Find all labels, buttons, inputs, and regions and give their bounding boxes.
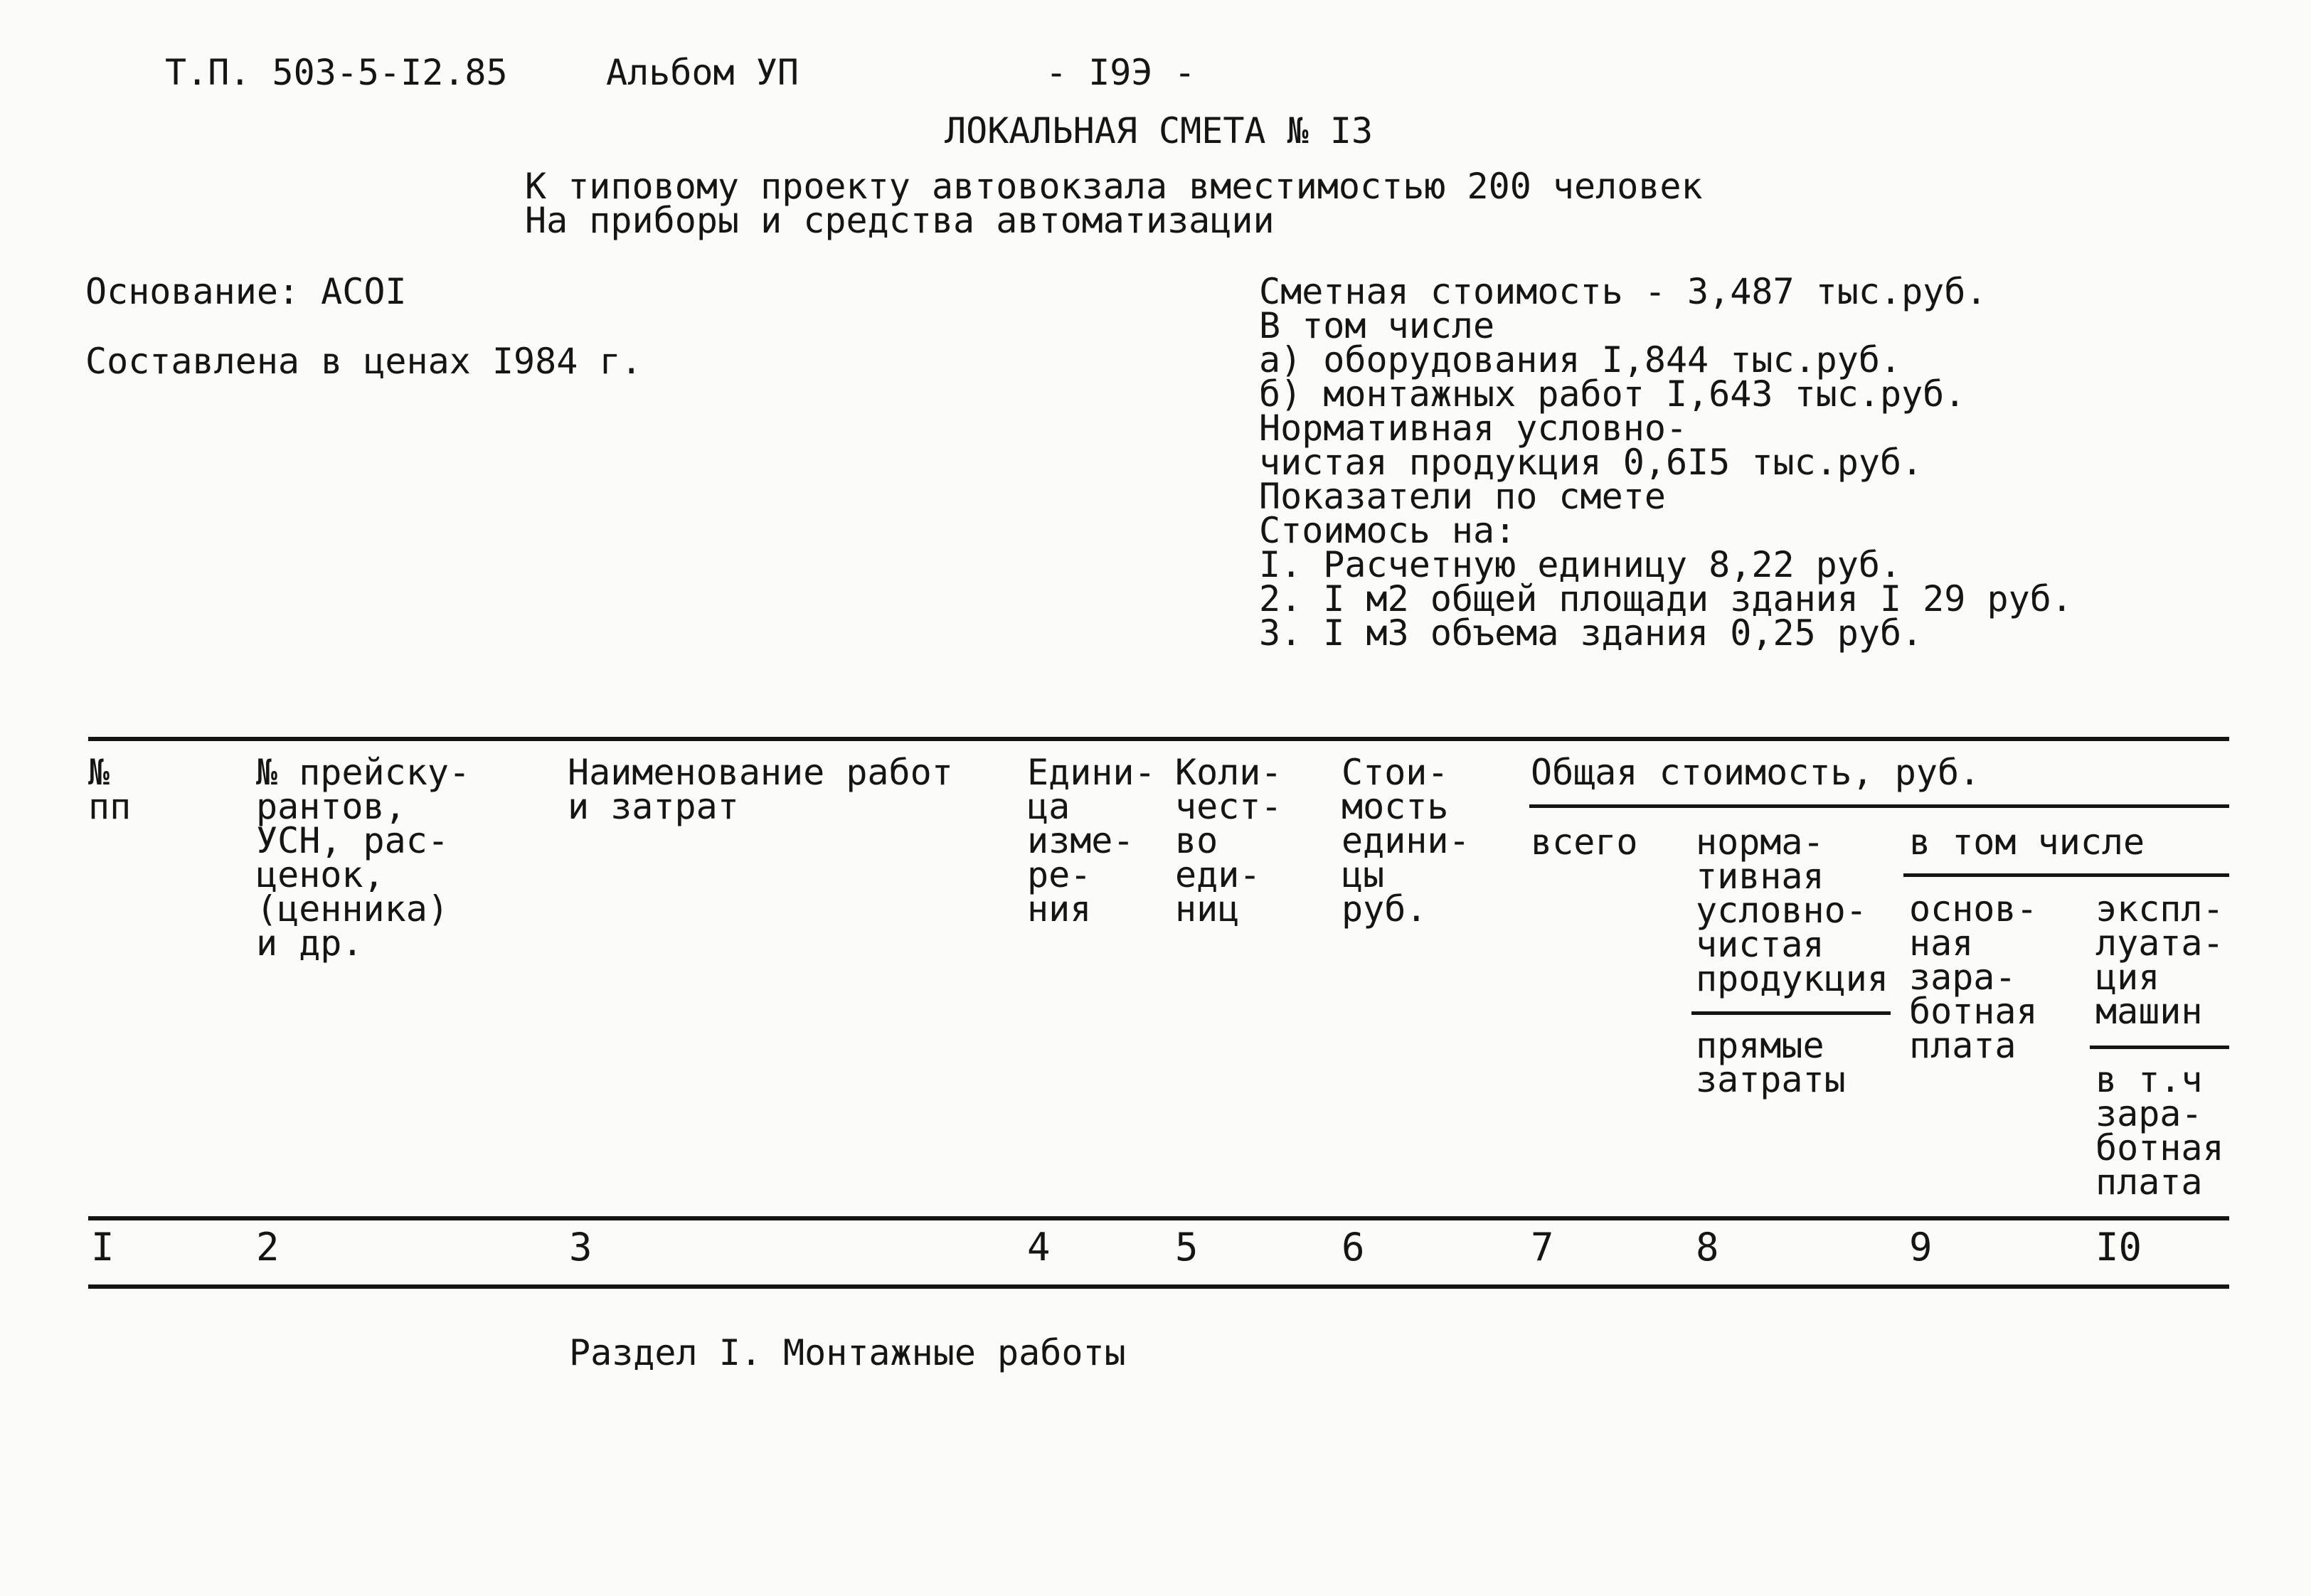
- equipment-cost: а) оборудования I,844 тыс.руб.: [1259, 339, 1902, 381]
- col-machines-header: экспл- луата- ция машин: [2095, 888, 2224, 1032]
- col-number-header: № пп: [88, 752, 132, 827]
- col8-split-rule: [1691, 1011, 1891, 1015]
- indicators-label: Показатели по смете: [1259, 476, 1666, 517]
- col-machine-wages-header: в т.ч зара- ботная плата: [2095, 1059, 2224, 1203]
- installation-cost: б) монтажных работ I,643 тыс.руб.: [1259, 373, 1966, 415]
- col-pricelist-header: № прейску- рантов, УСН, рас- ценок, (ценника) и др.: [256, 752, 471, 964]
- col-wages-header: основ- ная зара- ботная плата: [1909, 888, 2038, 1066]
- column-number: 6: [1342, 1225, 1365, 1270]
- album-label: Альбом УП: [606, 52, 799, 93]
- normative-cost: чистая продукция 0,6I5 тыс.руб.: [1259, 442, 1923, 483]
- group-total-rule: [1529, 804, 2229, 808]
- column-number: 4: [1027, 1225, 1051, 1270]
- col-direct-costs-header: прямые затраты: [1696, 1025, 1846, 1100]
- cost-per-m2: 2. I м2 общей площади здания I 29 руб.: [1259, 578, 2073, 619]
- col-total-header: всего: [1531, 821, 1638, 863]
- col-unit-cost-header: Стои- мость едини- цы руб.: [1342, 752, 1470, 930]
- basis-line: Основание: АСОI: [85, 271, 407, 312]
- group-incl-rule: [1903, 873, 2229, 877]
- column-number: 9: [1909, 1225, 1933, 1270]
- group-total-header: Общая стоимость, руб.: [1531, 752, 1981, 793]
- price-level-line: Составлена в ценах I984 г.: [85, 341, 642, 382]
- header-bottom-rule: [88, 1216, 2229, 1220]
- estimate-total: Сметная стоимость - 3,487 тыс.руб.: [1259, 271, 1987, 312]
- col10-split-rule: [2090, 1046, 2229, 1049]
- cost-per-unit: I. Расчетную единицу 8,22 руб.: [1259, 544, 1902, 585]
- document-title: ЛОКАЛЬНАЯ СМЕТА № I3: [945, 110, 1374, 151]
- including-label: В том числе: [1259, 305, 1495, 346]
- cost-per-m3: 3. I м3 объема здания 0,25 руб.: [1259, 612, 1923, 654]
- column-number: 5: [1175, 1225, 1199, 1270]
- column-numbers-rule: [88, 1284, 2229, 1289]
- col-unit-header: Едини- ца изме- ре- ния: [1027, 752, 1156, 930]
- cost-summary: [1259, 271, 2073, 654]
- column-number: 2: [256, 1225, 280, 1270]
- col-normative-header: норма- тивная условно- чистая продукция: [1696, 821, 1888, 999]
- project-code: Т.П. 503-5-I2.85: [165, 52, 508, 93]
- section-title: Раздел I. Монтажные работы: [569, 1332, 1126, 1373]
- table-top-rule: [88, 737, 2229, 741]
- document-subtitle-scope: На приборы и средства автоматизации: [525, 200, 1275, 241]
- col-works-header: Наименование работ и затрат: [568, 752, 953, 827]
- page-number: - I9Э -: [1046, 52, 1196, 93]
- col-quantity-header: Коли- чест- во еди- ниц: [1175, 752, 1282, 930]
- cost-per-label: Стоимось на:: [1259, 510, 1516, 551]
- document-subtitle-project: К типовому проекту автовокзала вместимостью 200 человек: [525, 166, 1703, 207]
- column-number: 7: [1531, 1225, 1554, 1270]
- group-incl-header: в том числе: [1909, 821, 2145, 863]
- normative-label: Нормативная условно-: [1259, 408, 1688, 449]
- column-number: I: [91, 1225, 115, 1270]
- column-number: 8: [1696, 1225, 1719, 1270]
- column-number: 3: [569, 1225, 593, 1270]
- column-number: I0: [2095, 1225, 2142, 1270]
